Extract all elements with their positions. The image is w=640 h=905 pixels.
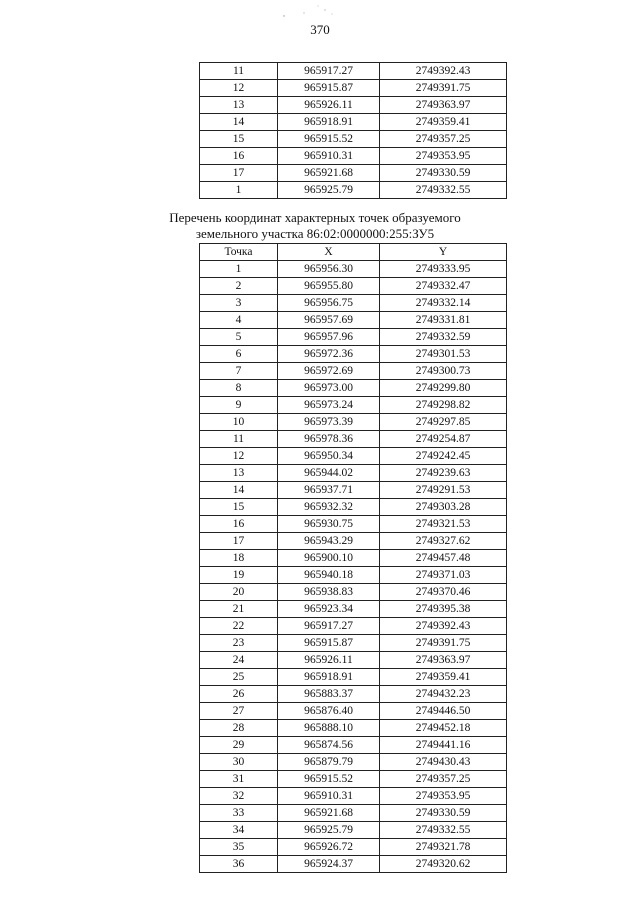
y-cell: 2749395.38 <box>380 601 507 618</box>
y-cell: 2749291.53 <box>380 482 507 499</box>
x-cell: 965940.18 <box>278 567 380 584</box>
x-cell: 965876.40 <box>278 703 380 720</box>
point-cell: 4 <box>200 312 278 329</box>
table-row <box>200 482 507 499</box>
x-cell: 965972.36 <box>278 346 380 363</box>
x-cell: 965879.79 <box>278 754 380 771</box>
point-cell: 2 <box>200 278 278 295</box>
point-cell: 3 <box>200 295 278 312</box>
scan-speckles <box>280 4 360 20</box>
table-row <box>200 397 507 414</box>
point-cell: 27 <box>200 703 278 720</box>
x-cell: 965915.87 <box>278 80 380 97</box>
table-row <box>200 805 507 822</box>
x-cell: 965957.96 <box>278 329 380 346</box>
table-row <box>200 414 507 431</box>
x-cell: 965915.52 <box>278 131 380 148</box>
x-cell: 965972.69 <box>278 363 380 380</box>
x-cell: 965910.31 <box>278 148 380 165</box>
table-row <box>200 856 507 873</box>
point-cell: 22 <box>200 618 278 635</box>
x-cell: 965921.68 <box>278 165 380 182</box>
point-cell: 36 <box>200 856 278 873</box>
point-cell: 6 <box>200 346 278 363</box>
y-cell: 2749331.81 <box>380 312 507 329</box>
point-cell: 20 <box>200 584 278 601</box>
y-cell: 2749332.14 <box>380 295 507 312</box>
table-row <box>200 97 507 114</box>
x-cell: 965921.68 <box>278 805 380 822</box>
y-cell: 2749432.23 <box>380 686 507 703</box>
point-cell: 13 <box>200 97 278 114</box>
x-cell: 965930.75 <box>278 516 380 533</box>
point-cell: 16 <box>200 148 278 165</box>
table-row <box>200 448 507 465</box>
table-row <box>200 431 507 448</box>
y-cell: 2749330.59 <box>380 805 507 822</box>
y-cell: 2749330.59 <box>380 165 507 182</box>
point-cell: 1 <box>200 261 278 278</box>
y-cell: 2749357.25 <box>380 771 507 788</box>
table-row <box>200 182 507 199</box>
point-cell: 18 <box>200 550 278 567</box>
x-cell: 965924.37 <box>278 856 380 873</box>
table-row <box>200 312 507 329</box>
x-cell: 965957.69 <box>278 312 380 329</box>
table-row <box>200 80 507 97</box>
table-row <box>200 584 507 601</box>
y-cell: 2749239.63 <box>380 465 507 482</box>
table-row <box>200 63 507 80</box>
y-cell: 2749254.87 <box>380 431 507 448</box>
point-cell: 1 <box>200 182 278 199</box>
section-heading <box>150 210 480 242</box>
point-cell: 24 <box>200 652 278 669</box>
x-cell: 965944.02 <box>278 465 380 482</box>
point-cell: 14 <box>200 114 278 131</box>
table-row <box>200 550 507 567</box>
point-cell: 9 <box>200 397 278 414</box>
header-point: Точка <box>200 244 278 261</box>
point-cell: 15 <box>200 499 278 516</box>
y-cell: 2749359.41 <box>380 114 507 131</box>
x-cell: 965978.36 <box>278 431 380 448</box>
point-cell: 8 <box>200 380 278 397</box>
table-row <box>200 720 507 737</box>
table-row <box>200 465 507 482</box>
point-cell: 23 <box>200 635 278 652</box>
x-cell: 965943.29 <box>278 533 380 550</box>
x-cell: 965923.34 <box>278 601 380 618</box>
table-row <box>200 839 507 856</box>
y-cell: 2749457.48 <box>380 550 507 567</box>
table-row <box>200 601 507 618</box>
x-cell: 965926.11 <box>278 97 380 114</box>
y-cell: 2749327.62 <box>380 533 507 550</box>
table-row <box>200 499 507 516</box>
x-cell: 965956.75 <box>278 295 380 312</box>
y-cell: 2749357.25 <box>380 131 507 148</box>
point-cell: 16 <box>200 516 278 533</box>
point-cell: 32 <box>200 788 278 805</box>
y-cell: 2749430.43 <box>380 754 507 771</box>
table-row <box>200 567 507 584</box>
point-cell: 28 <box>200 720 278 737</box>
y-cell: 2749332.55 <box>380 822 507 839</box>
table-row <box>200 737 507 754</box>
y-cell: 2749363.97 <box>380 97 507 114</box>
point-cell: 33 <box>200 805 278 822</box>
y-cell: 2749353.95 <box>380 148 507 165</box>
y-cell: 2749321.53 <box>380 516 507 533</box>
x-cell: 965915.87 <box>278 635 380 652</box>
page-number: 370 <box>310 22 330 37</box>
point-cell: 5 <box>200 329 278 346</box>
x-cell: 965910.31 <box>278 788 380 805</box>
coordinates-table-body <box>200 261 507 873</box>
y-cell: 2749371.03 <box>380 567 507 584</box>
table-header-row <box>200 244 507 261</box>
x-cell: 965888.10 <box>278 720 380 737</box>
table-row <box>200 131 507 148</box>
y-cell: 2749370.46 <box>380 584 507 601</box>
point-cell: 35 <box>200 839 278 856</box>
point-cell: 7 <box>200 363 278 380</box>
x-cell: 965973.39 <box>278 414 380 431</box>
header-x: X <box>278 244 380 261</box>
y-cell: 2749300.73 <box>380 363 507 380</box>
y-cell: 2749391.75 <box>380 635 507 652</box>
x-cell: 965918.91 <box>278 669 380 686</box>
point-cell: 13 <box>200 465 278 482</box>
point-cell: 30 <box>200 754 278 771</box>
x-cell: 965955.80 <box>278 278 380 295</box>
y-cell: 2749299.80 <box>380 380 507 397</box>
table-row <box>200 686 507 703</box>
table-row <box>200 703 507 720</box>
x-cell: 965917.27 <box>278 63 380 80</box>
point-cell: 14 <box>200 482 278 499</box>
table-row <box>200 148 507 165</box>
y-cell: 2749301.53 <box>380 346 507 363</box>
point-cell: 11 <box>200 63 278 80</box>
point-cell: 21 <box>200 601 278 618</box>
y-cell: 2749297.85 <box>380 414 507 431</box>
x-cell: 965938.83 <box>278 584 380 601</box>
table-row <box>200 771 507 788</box>
y-cell: 2749391.75 <box>380 80 507 97</box>
coordinates-table <box>199 243 507 873</box>
point-cell: 31 <box>200 771 278 788</box>
y-cell: 2749332.55 <box>380 182 507 199</box>
y-cell: 2749320.62 <box>380 856 507 873</box>
table-row <box>200 295 507 312</box>
table-row <box>200 635 507 652</box>
point-cell: 19 <box>200 567 278 584</box>
x-cell: 965926.11 <box>278 652 380 669</box>
y-cell: 2749392.43 <box>380 63 507 80</box>
y-cell: 2749441.16 <box>380 737 507 754</box>
y-cell: 2749363.97 <box>380 652 507 669</box>
y-cell: 2749303.28 <box>380 499 507 516</box>
table-row <box>200 346 507 363</box>
x-cell: 965973.24 <box>278 397 380 414</box>
x-cell: 965937.71 <box>278 482 380 499</box>
point-cell: 29 <box>200 737 278 754</box>
table-row <box>200 754 507 771</box>
table-row <box>200 278 507 295</box>
continued-coordinates-table <box>199 62 507 199</box>
x-cell: 965932.32 <box>278 499 380 516</box>
x-cell: 965925.79 <box>278 182 380 199</box>
point-cell: 12 <box>200 448 278 465</box>
point-cell: 17 <box>200 165 278 182</box>
table-row <box>200 669 507 686</box>
x-cell: 965874.56 <box>278 737 380 754</box>
y-cell: 2749332.59 <box>380 329 507 346</box>
x-cell: 965926.72 <box>278 839 380 856</box>
point-cell: 34 <box>200 822 278 839</box>
y-cell: 2749446.50 <box>380 703 507 720</box>
table-row <box>200 363 507 380</box>
x-cell: 965915.52 <box>278 771 380 788</box>
y-cell: 2749333.95 <box>380 261 507 278</box>
x-cell: 965917.27 <box>278 618 380 635</box>
table-row <box>200 114 507 131</box>
section-title-line-2: земельного участка 86:02:0000000:255:ЗУ5 <box>195 226 435 241</box>
x-cell: 965950.34 <box>278 448 380 465</box>
y-cell: 2749298.82 <box>380 397 507 414</box>
point-cell: 26 <box>200 686 278 703</box>
x-cell: 965956.30 <box>278 261 380 278</box>
point-cell: 11 <box>200 431 278 448</box>
point-cell: 25 <box>200 669 278 686</box>
table-row <box>200 822 507 839</box>
table-row <box>200 261 507 278</box>
y-cell: 2749242.45 <box>380 448 507 465</box>
y-cell: 2749332.47 <box>380 278 507 295</box>
table-row <box>200 165 507 182</box>
table-row <box>200 533 507 550</box>
x-cell: 965925.79 <box>278 822 380 839</box>
point-cell: 12 <box>200 80 278 97</box>
point-cell: 15 <box>200 131 278 148</box>
x-cell: 965973.00 <box>278 380 380 397</box>
table-row <box>200 516 507 533</box>
y-cell: 2749353.95 <box>380 788 507 805</box>
continued-table-body <box>200 63 507 199</box>
section-title-line-1: Перечень координат характерных точек образуемого <box>169 210 461 225</box>
table-row <box>200 380 507 397</box>
table-row <box>200 652 507 669</box>
table-row <box>200 618 507 635</box>
y-cell: 2749452.18 <box>380 720 507 737</box>
point-cell: 10 <box>200 414 278 431</box>
y-cell: 2749359.41 <box>380 669 507 686</box>
x-cell: 965918.91 <box>278 114 380 131</box>
header-y: Y <box>380 244 507 261</box>
table-row <box>200 329 507 346</box>
x-cell: 965900.10 <box>278 550 380 567</box>
x-cell: 965883.37 <box>278 686 380 703</box>
table-row <box>200 788 507 805</box>
y-cell: 2749321.78 <box>380 839 507 856</box>
y-cell: 2749392.43 <box>380 618 507 635</box>
point-cell: 17 <box>200 533 278 550</box>
